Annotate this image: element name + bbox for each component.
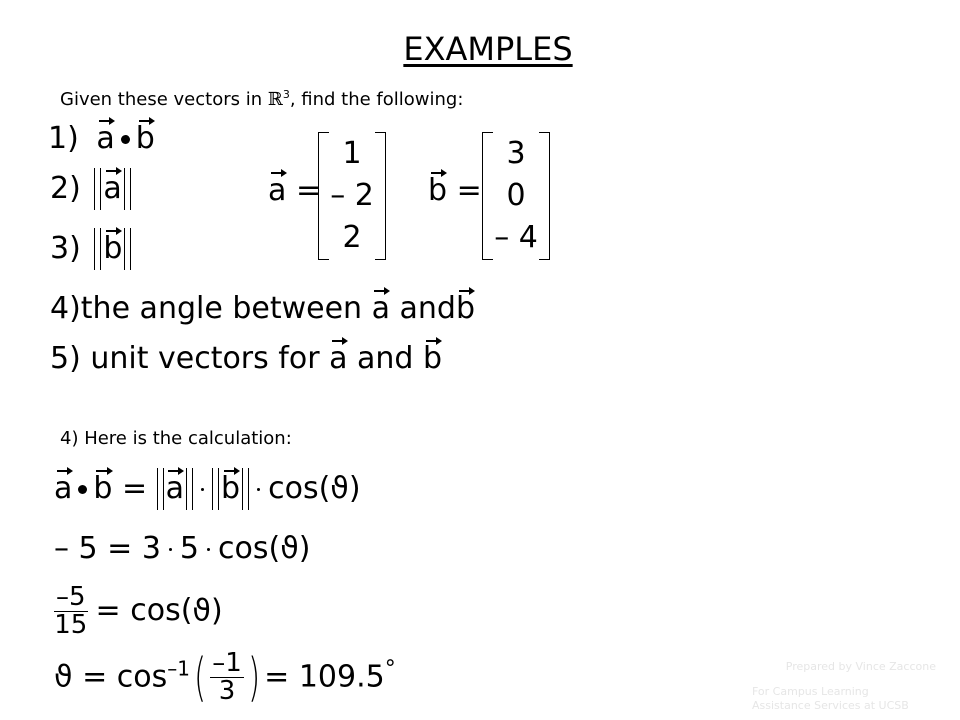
- equals-sign: =: [456, 173, 482, 208]
- vector-arrow-icon: [224, 470, 238, 472]
- fraction-numerator: –1: [212, 648, 242, 678]
- matrix-a-entry-3: 2: [342, 220, 362, 255]
- degree-symbol: °: [384, 656, 396, 682]
- calc-line-4: [54, 647, 396, 708]
- vector-arrow-icon: [374, 290, 388, 292]
- vector-arrow-icon: [96, 470, 110, 472]
- footer-line-1: Prepared by Vince Zaccone: [785, 660, 936, 673]
- vector-arrow-icon: [431, 172, 445, 174]
- problem-4: [50, 291, 476, 326]
- calculation-intro: 4) Here is the calculation:: [60, 428, 292, 449]
- vector-arrow-icon: [99, 120, 113, 122]
- matrix-a-entry-2: – 2: [330, 178, 374, 213]
- equals-sign: =: [295, 173, 322, 208]
- matrix-b-entry-2: 0: [506, 178, 526, 213]
- problem-3-number: 3): [50, 231, 81, 266]
- vector-b-definition: [428, 173, 482, 208]
- equals-text: =: [112, 471, 157, 506]
- vector-a-label: a: [371, 291, 390, 326]
- page-title: EXAMPLES: [403, 30, 573, 68]
- vector-a-label: a: [165, 471, 185, 506]
- problem-5-text: 5) unit vectors for: [50, 341, 330, 376]
- multiply-dot-icon: [201, 488, 204, 491]
- theta-symbol: ϑ: [280, 531, 299, 566]
- vector-a-matrix: [318, 132, 386, 260]
- magnitude-bars: [94, 231, 131, 266]
- magnitude-bars: [157, 471, 193, 506]
- calc-line-3: [54, 584, 223, 640]
- vector-arrow-icon: [106, 230, 120, 232]
- intro-text: [60, 88, 463, 110]
- problem-2: [50, 171, 131, 206]
- calc-3-rhs: = cos(: [95, 593, 193, 629]
- matrix-a-entry-1: 1: [342, 136, 362, 171]
- vector-b-label: b: [135, 121, 155, 156]
- vector-arrow-icon: [271, 172, 285, 174]
- vector-b-label: b: [221, 471, 241, 506]
- vector-arrow-icon: [426, 340, 440, 342]
- vector-a-label: a: [103, 171, 122, 206]
- problem-1: [48, 121, 155, 156]
- theta-symbol: ϑ: [330, 471, 349, 506]
- vector-b-label: b: [93, 471, 113, 506]
- vector-a-label: a: [54, 471, 73, 506]
- intro-after: , find the following:: [289, 89, 464, 110]
- space-exponent: 3: [282, 88, 290, 101]
- magnitude-bars: [212, 471, 249, 506]
- intro-before: Given these vectors in: [60, 89, 268, 110]
- fraction: [54, 584, 88, 640]
- close-paren: ): [298, 531, 311, 566]
- problem-2-number: 2): [50, 171, 81, 206]
- footer-line-2: For Campus Learning: [752, 685, 869, 698]
- right-paren-icon: ): [247, 647, 261, 708]
- dot-product-icon: [78, 485, 87, 494]
- vector-a-label: a: [329, 341, 348, 376]
- problem-1-number: 1): [48, 121, 79, 156]
- inverse-exponent: –1: [167, 656, 190, 681]
- calc-2-mid: 5: [179, 531, 200, 566]
- vector-a-definition: [268, 173, 322, 208]
- fraction: [210, 650, 244, 706]
- cos-text: cos(: [218, 531, 281, 566]
- fraction-denominator: 3: [218, 676, 236, 707]
- multiply-dot-icon: [169, 548, 172, 551]
- matrix-b-entry-1: 3: [506, 136, 526, 171]
- vector-arrow-icon: [57, 470, 71, 472]
- calc-2-lhs: – 5 = 3: [54, 531, 161, 566]
- vector-b-label: b: [423, 341, 443, 376]
- magnitude-bars: [94, 171, 130, 206]
- vector-arrow-icon: [139, 120, 153, 122]
- problem-5: [50, 341, 443, 376]
- close-paren: ): [210, 593, 223, 629]
- vector-b-matrix: [482, 132, 550, 260]
- left-paren-icon: (: [194, 647, 207, 708]
- dot-product-icon: [121, 135, 130, 144]
- space-symbol: ℝ: [267, 89, 283, 110]
- cos-text: cos(: [268, 471, 331, 506]
- calc-line-2: [54, 531, 311, 566]
- calc-line-1: [54, 471, 361, 506]
- multiply-dot-icon: [207, 548, 210, 551]
- vector-b-label: b: [428, 173, 448, 208]
- problem-4-text: 4)the angle between: [50, 291, 372, 326]
- vector-a-label: a: [268, 173, 287, 208]
- vector-arrow-icon: [106, 170, 120, 172]
- footer-line-3: Assistance Services at UCSB: [752, 699, 909, 712]
- vector-b-label: b: [103, 231, 123, 266]
- multiply-dot-icon: [257, 488, 260, 491]
- theta-symbol: ϑ: [192, 593, 211, 629]
- calc-4-cos: = cos: [72, 659, 168, 695]
- vector-b-label: b: [455, 291, 476, 326]
- fraction-numerator: –5: [56, 582, 86, 612]
- vector-arrow-icon: [459, 290, 473, 292]
- problem-3: [50, 231, 131, 266]
- close-paren: ): [348, 471, 361, 506]
- matrix-b-entry-3: – 4: [494, 220, 538, 255]
- vector-arrow-icon: [332, 340, 346, 342]
- and-text: and: [389, 291, 456, 326]
- fraction-denominator: 15: [54, 610, 88, 641]
- vector-a-label: a: [96, 121, 115, 156]
- theta-symbol: ϑ: [54, 659, 73, 695]
- vector-arrow-icon: [168, 470, 182, 472]
- calc-4-result: = 109.5: [264, 659, 385, 695]
- and-text: and: [347, 341, 424, 376]
